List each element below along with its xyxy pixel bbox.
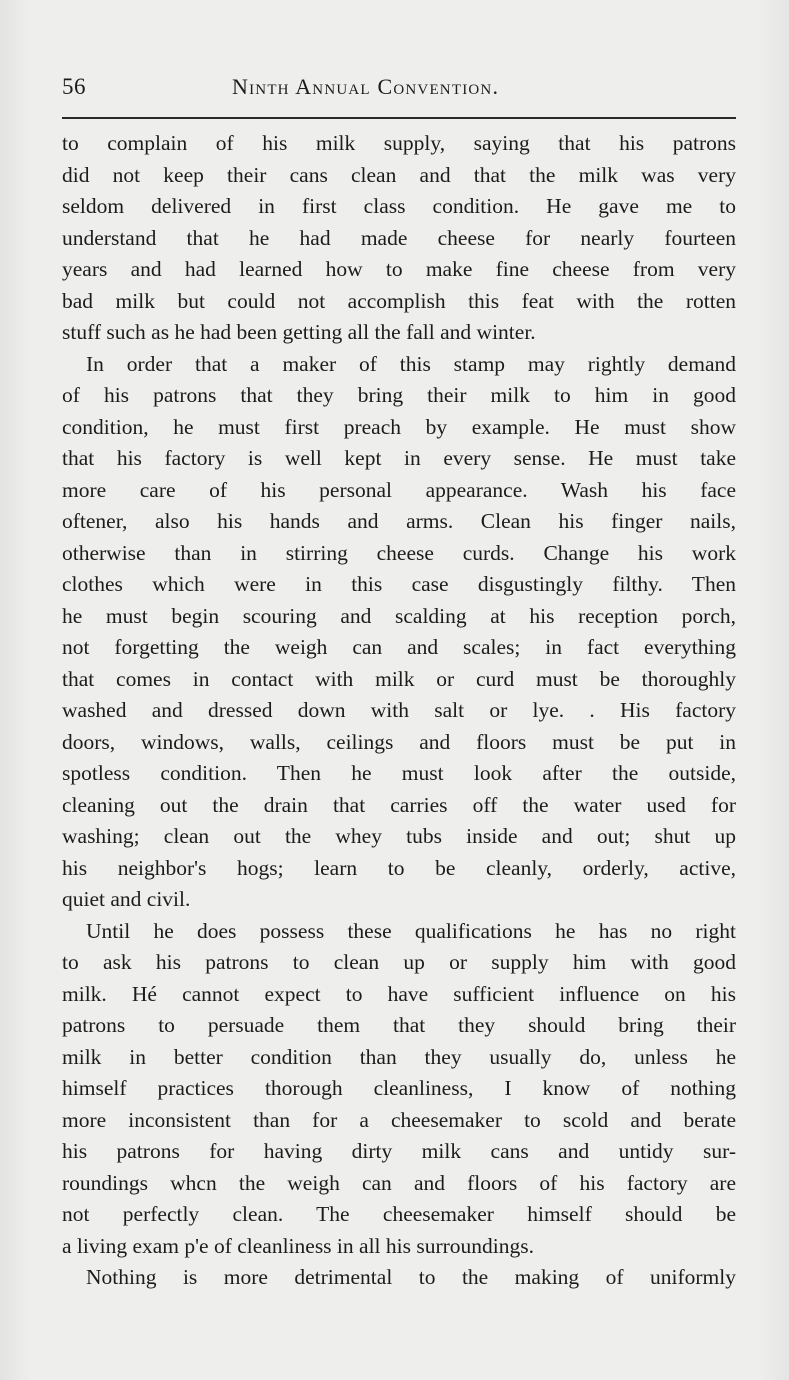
text-line: to ask his patrons to clean up or supply him with good (62, 950, 736, 974)
text-line: roundings whcn the weigh can and floors of his factory are (62, 1170, 736, 1195)
page-header (62, 70, 736, 110)
text-line: to complain of his milk supply, saying that his patrons (62, 131, 736, 155)
text-line: bad milk but could not accomplish this feat with the rotten (62, 288, 736, 313)
paragraph-4 (62, 1262, 736, 1294)
text-line: doors, windows, walls, ceilings and floors must be put in (62, 729, 736, 754)
text-line: his patrons for having dirty milk cans and untidy sur- (62, 1139, 736, 1163)
text-line: quiet and civil. (62, 887, 191, 911)
running-head: Ninth Annual Convention. (232, 74, 500, 99)
text-line: oftener, also his hands and arms. Clean his finger nails, (62, 509, 736, 533)
text-line: cleaning out the drain that carries off the water used for (62, 792, 736, 817)
text-line: his neighbor's hogs; learn to be cleanly, orderly, active, (62, 855, 736, 880)
text-line: Until he does possess these qualifications he has no right (86, 918, 736, 943)
text-line: spotless condition. Then he must look after the outside, (62, 761, 736, 785)
text-line: Nothing is more detrimental to the making of uniformly (86, 1265, 736, 1289)
text-line: clothes which were in this case disgustingly filthy. Then (62, 572, 736, 596)
text-line: years and had learned how to make fine cheese from very (62, 257, 736, 281)
text-line: of his patrons that they bring their milk to him in good (62, 383, 736, 407)
text-line: not forgetting the weigh can and scales; in fact everything (62, 635, 736, 659)
text-line: more inconsistent than for a cheesemaker to scold and berate (62, 1107, 736, 1132)
text-line: In order that a maker of this stamp may rightly demand (86, 351, 736, 376)
page-number: 56 (62, 74, 86, 99)
text-line: that his factory is well kept in every sense. He must take (62, 446, 736, 470)
text-line: washing; clean out the whey tubs inside and out; shut up (62, 824, 736, 848)
text-line: understand that he had made cheese for nearly fourteen (62, 225, 736, 250)
text-line: milk. Hé cannot expect to have sufficient influence on his (62, 981, 736, 1006)
text-line: condition, he must first preach by example. He must show (62, 414, 736, 439)
header-rule (62, 117, 736, 119)
text-line: himself practices thorough cleanliness, I know of nothing (62, 1076, 736, 1100)
paragraph-2 (62, 349, 736, 916)
text-line: stuff such as he had been getting all the fall and winter. (62, 320, 536, 344)
text-line: he must begin scouring and scalding at his reception porch, (62, 603, 736, 628)
text-line: a living exam p'e of cleanliness in all his surroundings. (62, 1233, 535, 1258)
text-line: not perfectly clean. The cheesemaker himself should be (62, 1202, 736, 1226)
text-line: washed and dressed down with salt or lye. . His factory (62, 698, 736, 722)
paragraph-3 (62, 916, 736, 1263)
text-line: did not keep their cans clean and that the milk was very (62, 162, 736, 187)
text-line: patrons to persuade them that they should bring their (62, 1013, 736, 1037)
text-line: seldom delivered in first class condition. He gave me to (62, 194, 736, 218)
text-line: otherwise than in stirring cheese curds. Change his work (62, 540, 736, 565)
text-line: milk in better condition than they usually do, unless he (62, 1044, 736, 1069)
text-line: more care of his personal appearance. Wash his face (62, 477, 736, 502)
paragraph-1 (62, 128, 736, 349)
body-text (62, 128, 736, 1294)
text-line: that comes in contact with milk or curd must be thoroughly (62, 666, 736, 691)
